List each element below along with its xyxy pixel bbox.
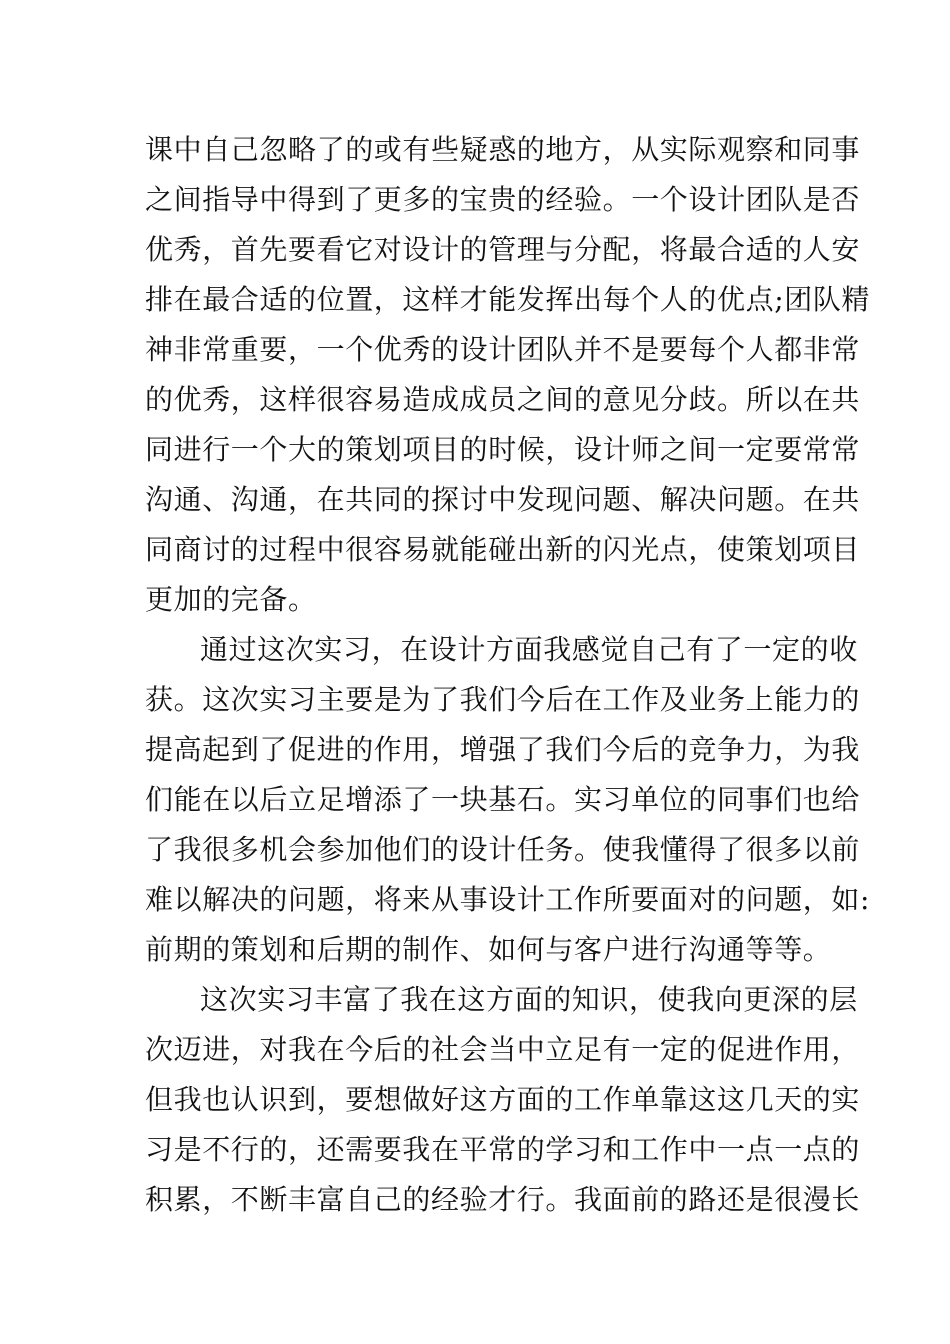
- text-line: 次迈进，对我在今后的社会当中立足有一定的促进作用，: [145, 1033, 861, 1066]
- text-line: 同商讨的过程中很容易就能碰出新的闪光点，使策划项目: [145, 533, 861, 566]
- text-line: 的优秀，这样很容易造成成员之间的意见分歧。所以在共: [145, 383, 861, 416]
- text-line: 难以解决的问题，将来从事设计工作所要面对的问题，如:: [145, 883, 871, 916]
- text-line: 获。这次实习主要是为了我们今后在工作及业务上能力的: [145, 683, 861, 716]
- text-line: 神非常重要，一个优秀的设计团队并不是要每个人都非常: [145, 333, 861, 366]
- text-line: 但我也认识到，要想做好这方面的工作单靠这这几天的实: [145, 1083, 861, 1116]
- text-line: 了我很多机会参加他们的设计任务。使我懂得了很多以前: [145, 833, 861, 866]
- paragraph-first-line: 这次实习丰富了我在这方面的知识，使我向更深的层: [200, 983, 858, 1016]
- text-line: 优秀，首先要看它对设计的管理与分配，将最合适的人安: [145, 233, 861, 266]
- text-line: 积累，不断丰富自己的经验才行。我面前的路还是很漫长: [145, 1183, 861, 1216]
- text-line: 课中自己忽略了的或有些疑惑的地方，从实际观察和同事: [145, 133, 861, 166]
- text-line: 沟通、沟通，在共同的探讨中发现问题、解决问题。在共: [145, 483, 861, 516]
- text-line: 同进行一个大的策划项目的时候，设计师之间一定要常常: [145, 433, 861, 466]
- text-line: 更加的完备。: [145, 583, 317, 616]
- text-line: 习是不行的，还需要我在平常的学习和工作中一点一点的: [145, 1133, 861, 1166]
- text-line: 前期的策划和后期的制作、如何与客户进行沟通等等。: [145, 933, 832, 966]
- text-line: 提高起到了促进的作用，增强了我们今后的竞争力，为我: [145, 733, 861, 766]
- text-line: 们能在以后立足增添了一块基石。实习单位的同事们也给: [145, 783, 861, 816]
- text-line: 排在最合适的位置，这样才能发挥出每个人的优点;团队精: [145, 283, 871, 316]
- paragraph-first-line: 通过这次实习，在设计方面我感觉自己有了一定的收: [200, 633, 858, 666]
- text-line: 之间指导中得到了更多的宝贵的经验。一个设计团队是否: [145, 183, 861, 216]
